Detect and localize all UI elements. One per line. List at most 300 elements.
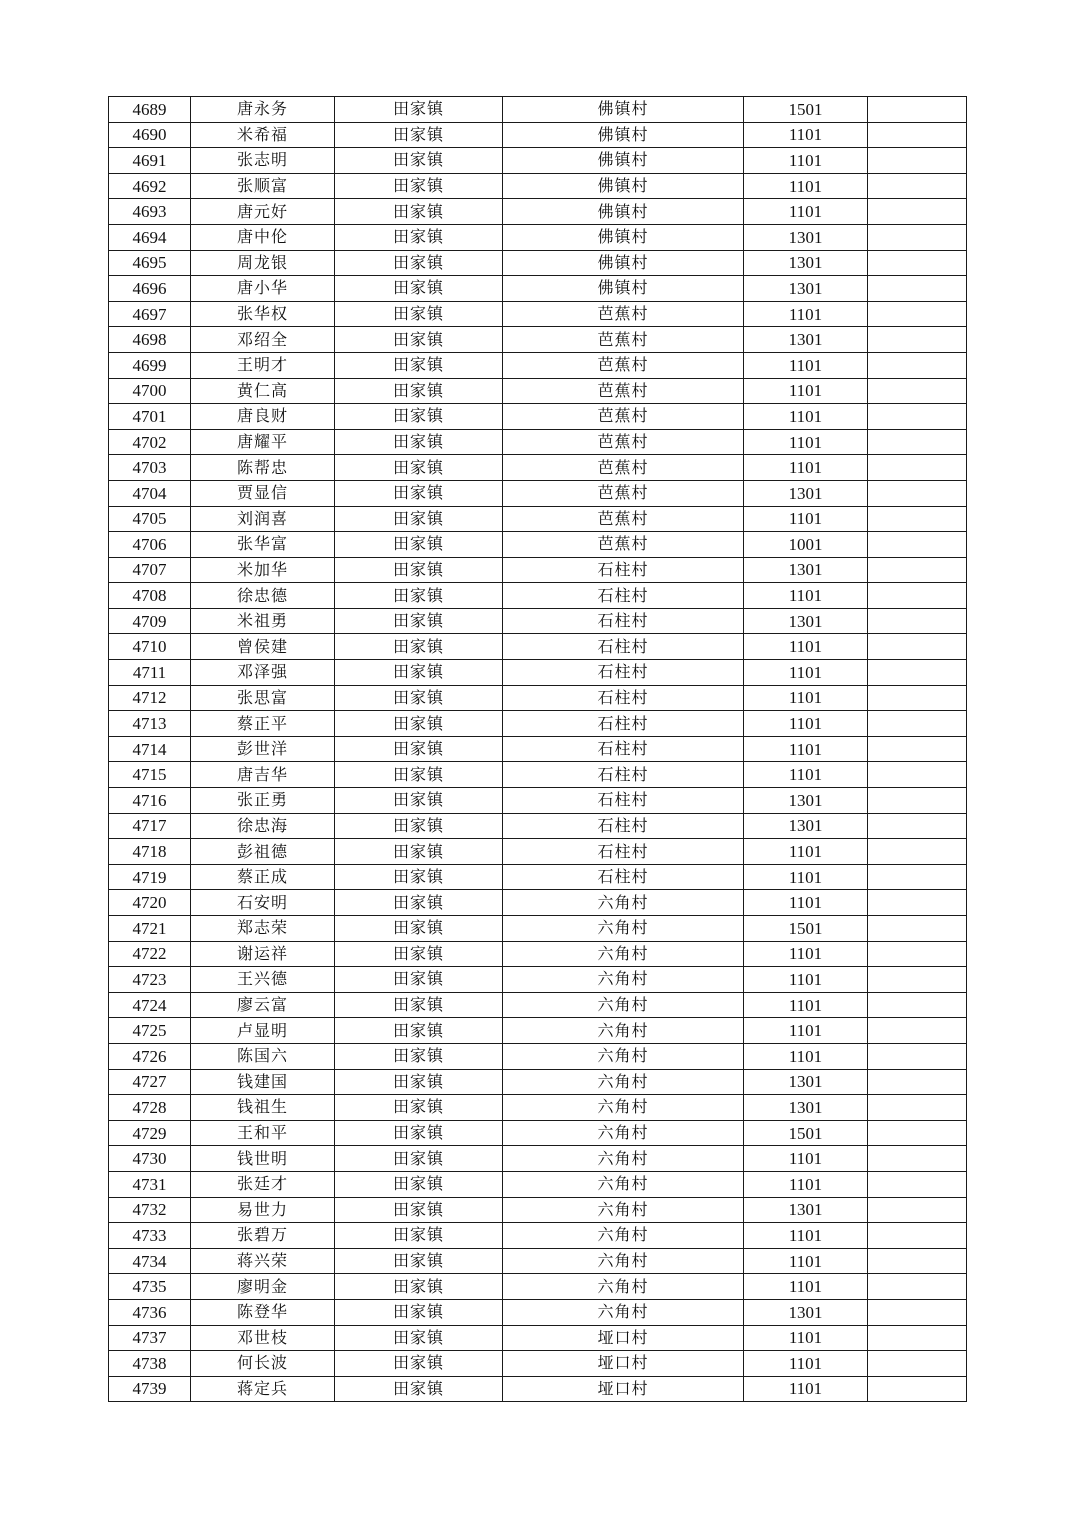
code-cell: 1101 (744, 1146, 868, 1172)
note-cell (868, 276, 967, 302)
note-cell (868, 301, 967, 327)
person-name-cell: 张正勇 (191, 788, 335, 814)
code-cell: 1101 (744, 1376, 868, 1402)
person-name-cell: 廖明金 (191, 1274, 335, 1300)
table-row (109, 992, 967, 1018)
town-cell: 田家镇 (335, 1274, 503, 1300)
table-row (109, 455, 967, 481)
note-cell (868, 1095, 967, 1121)
table-row (109, 378, 967, 404)
town-cell: 田家镇 (335, 506, 503, 532)
note-cell (868, 736, 967, 762)
village-cell: 佛镇村 (503, 250, 744, 276)
note-cell (868, 992, 967, 1018)
code-cell: 1301 (744, 1069, 868, 1095)
code-cell: 1101 (744, 148, 868, 174)
code-cell: 1101 (744, 173, 868, 199)
person-name-cell: 石安明 (191, 890, 335, 916)
row-number-cell: 4712 (109, 685, 191, 711)
town-cell: 田家镇 (335, 557, 503, 583)
row-number-cell: 4720 (109, 890, 191, 916)
person-name-cell: 蒋定兵 (191, 1376, 335, 1402)
town-cell: 田家镇 (335, 864, 503, 890)
row-number-cell: 4704 (109, 480, 191, 506)
town-cell: 田家镇 (335, 916, 503, 942)
table-row (109, 890, 967, 916)
roster-table (108, 96, 967, 1402)
table-row (109, 148, 967, 174)
town-cell: 田家镇 (335, 967, 503, 993)
town-cell: 田家镇 (335, 941, 503, 967)
village-cell: 石柱村 (503, 762, 744, 788)
table-row (109, 1325, 967, 1351)
table-row (109, 1299, 967, 1325)
table-row (109, 864, 967, 890)
table-row (109, 97, 967, 123)
code-cell: 1101 (744, 685, 868, 711)
table-row (109, 1043, 967, 1069)
code-cell: 1301 (744, 788, 868, 814)
row-number-cell: 4725 (109, 1018, 191, 1044)
code-cell: 1101 (744, 762, 868, 788)
code-cell: 1101 (744, 1018, 868, 1044)
person-name-cell: 何长波 (191, 1351, 335, 1377)
note-cell (868, 455, 967, 481)
person-name-cell: 钱祖生 (191, 1095, 335, 1121)
row-number-cell: 4717 (109, 813, 191, 839)
town-cell: 田家镇 (335, 122, 503, 148)
roster-table-body (109, 97, 967, 1402)
row-number-cell: 4702 (109, 429, 191, 455)
village-cell: 六角村 (503, 967, 744, 993)
village-cell: 芭蕉村 (503, 532, 744, 558)
table-row (109, 1351, 967, 1377)
table-row (109, 1120, 967, 1146)
code-cell: 1101 (744, 199, 868, 225)
town-cell: 田家镇 (335, 1223, 503, 1249)
table-row (109, 839, 967, 865)
table-row (109, 301, 967, 327)
town-cell: 田家镇 (335, 1351, 503, 1377)
person-name-cell: 蔡正成 (191, 864, 335, 890)
row-number-cell: 4728 (109, 1095, 191, 1121)
note-cell (868, 404, 967, 430)
person-name-cell: 谢运祥 (191, 941, 335, 967)
table-row (109, 967, 967, 993)
table-row (109, 173, 967, 199)
code-cell: 1101 (744, 378, 868, 404)
village-cell: 六角村 (503, 941, 744, 967)
row-number-cell: 4735 (109, 1274, 191, 1300)
note-cell (868, 557, 967, 583)
code-cell: 1301 (744, 250, 868, 276)
table-row (109, 634, 967, 660)
row-number-cell: 4714 (109, 736, 191, 762)
town-cell: 田家镇 (335, 1376, 503, 1402)
code-cell: 1101 (744, 1171, 868, 1197)
town-cell: 田家镇 (335, 404, 503, 430)
person-name-cell: 易世力 (191, 1197, 335, 1223)
code-cell: 1101 (744, 455, 868, 481)
person-name-cell: 蔡正平 (191, 711, 335, 737)
town-cell: 田家镇 (335, 173, 503, 199)
note-cell (868, 583, 967, 609)
note-cell (868, 1274, 967, 1300)
person-name-cell: 张华权 (191, 301, 335, 327)
table-row (109, 532, 967, 558)
town-cell: 田家镇 (335, 276, 503, 302)
note-cell (868, 532, 967, 558)
code-cell: 1301 (744, 608, 868, 634)
town-cell: 田家镇 (335, 1325, 503, 1351)
row-number-cell: 4711 (109, 660, 191, 686)
town-cell: 田家镇 (335, 327, 503, 353)
row-number-cell: 4719 (109, 864, 191, 890)
person-name-cell: 郑志荣 (191, 916, 335, 942)
table-row (109, 404, 967, 430)
note-cell (868, 199, 967, 225)
row-number-cell: 4705 (109, 506, 191, 532)
town-cell: 田家镇 (335, 1018, 503, 1044)
code-cell: 1101 (744, 429, 868, 455)
row-number-cell: 4706 (109, 532, 191, 558)
person-name-cell: 彭祖德 (191, 839, 335, 865)
row-number-cell: 4689 (109, 97, 191, 123)
note-cell (868, 967, 967, 993)
village-cell: 六角村 (503, 1095, 744, 1121)
table-row (109, 1146, 967, 1172)
code-cell: 1301 (744, 224, 868, 250)
row-number-cell: 4710 (109, 634, 191, 660)
note-cell (868, 1299, 967, 1325)
village-cell: 石柱村 (503, 685, 744, 711)
person-name-cell: 贾显信 (191, 480, 335, 506)
table-row (109, 1069, 967, 1095)
note-cell (868, 224, 967, 250)
person-name-cell: 张志明 (191, 148, 335, 174)
code-cell: 1301 (744, 327, 868, 353)
row-number-cell: 4713 (109, 711, 191, 737)
table-row (109, 941, 967, 967)
table-row (109, 557, 967, 583)
table-row (109, 788, 967, 814)
table-row (109, 122, 967, 148)
village-cell: 石柱村 (503, 736, 744, 762)
code-cell: 1301 (744, 1197, 868, 1223)
code-cell: 1001 (744, 532, 868, 558)
row-number-cell: 4724 (109, 992, 191, 1018)
town-cell: 田家镇 (335, 148, 503, 174)
person-name-cell: 唐小华 (191, 276, 335, 302)
person-name-cell: 王和平 (191, 1120, 335, 1146)
person-name-cell: 张思富 (191, 685, 335, 711)
row-number-cell: 4738 (109, 1351, 191, 1377)
person-name-cell: 张华富 (191, 532, 335, 558)
village-cell: 芭蕉村 (503, 327, 744, 353)
town-cell: 田家镇 (335, 788, 503, 814)
town-cell: 田家镇 (335, 1248, 503, 1274)
village-cell: 石柱村 (503, 864, 744, 890)
village-cell: 佛镇村 (503, 148, 744, 174)
person-name-cell: 邓泽强 (191, 660, 335, 686)
town-cell: 田家镇 (335, 429, 503, 455)
note-cell (868, 711, 967, 737)
person-name-cell: 周龙银 (191, 250, 335, 276)
code-cell: 1501 (744, 1120, 868, 1146)
code-cell: 1101 (744, 660, 868, 686)
village-cell: 佛镇村 (503, 122, 744, 148)
code-cell: 1101 (744, 1248, 868, 1274)
table-row (109, 685, 967, 711)
person-name-cell: 米祖勇 (191, 608, 335, 634)
table-row (109, 429, 967, 455)
village-cell: 佛镇村 (503, 173, 744, 199)
town-cell: 田家镇 (335, 352, 503, 378)
person-name-cell: 陈登华 (191, 1299, 335, 1325)
village-cell: 石柱村 (503, 711, 744, 737)
note-cell (868, 839, 967, 865)
code-cell: 1301 (744, 1095, 868, 1121)
note-cell (868, 352, 967, 378)
code-cell: 1101 (744, 864, 868, 890)
person-name-cell: 唐中伦 (191, 224, 335, 250)
village-cell: 六角村 (503, 1197, 744, 1223)
village-cell: 六角村 (503, 1069, 744, 1095)
row-number-cell: 4697 (109, 301, 191, 327)
town-cell: 田家镇 (335, 480, 503, 506)
note-cell (868, 1223, 967, 1249)
person-name-cell: 徐忠海 (191, 813, 335, 839)
row-number-cell: 4732 (109, 1197, 191, 1223)
table-row (109, 1018, 967, 1044)
table-row (109, 1274, 967, 1300)
note-cell (868, 608, 967, 634)
person-name-cell: 邓世枝 (191, 1325, 335, 1351)
village-cell: 石柱村 (503, 557, 744, 583)
note-cell (868, 327, 967, 353)
table-row (109, 1376, 967, 1402)
person-name-cell: 陈帮忠 (191, 455, 335, 481)
village-cell: 石柱村 (503, 788, 744, 814)
note-cell (868, 1351, 967, 1377)
person-name-cell: 王兴德 (191, 967, 335, 993)
village-cell: 佛镇村 (503, 97, 744, 123)
note-cell (868, 1069, 967, 1095)
table-row (109, 506, 967, 532)
person-name-cell: 米加华 (191, 557, 335, 583)
note-cell (868, 173, 967, 199)
row-number-cell: 4693 (109, 199, 191, 225)
town-cell: 田家镇 (335, 97, 503, 123)
table-row (109, 813, 967, 839)
note-cell (868, 685, 967, 711)
village-cell: 石柱村 (503, 839, 744, 865)
row-number-cell: 4723 (109, 967, 191, 993)
town-cell: 田家镇 (335, 1197, 503, 1223)
row-number-cell: 4699 (109, 352, 191, 378)
town-cell: 田家镇 (335, 224, 503, 250)
person-name-cell: 卢显明 (191, 1018, 335, 1044)
table-row (109, 1197, 967, 1223)
table-row (109, 276, 967, 302)
town-cell: 田家镇 (335, 1043, 503, 1069)
town-cell: 田家镇 (335, 532, 503, 558)
village-cell: 芭蕉村 (503, 455, 744, 481)
row-number-cell: 4694 (109, 224, 191, 250)
village-cell: 垭口村 (503, 1376, 744, 1402)
table-row (109, 711, 967, 737)
note-cell (868, 813, 967, 839)
village-cell: 石柱村 (503, 813, 744, 839)
row-number-cell: 4722 (109, 941, 191, 967)
note-cell (868, 634, 967, 660)
code-cell: 1101 (744, 1274, 868, 1300)
village-cell: 石柱村 (503, 660, 744, 686)
table-row (109, 1095, 967, 1121)
village-cell: 石柱村 (503, 583, 744, 609)
village-cell: 芭蕉村 (503, 480, 744, 506)
village-cell: 垭口村 (503, 1325, 744, 1351)
town-cell: 田家镇 (335, 199, 503, 225)
row-number-cell: 4734 (109, 1248, 191, 1274)
note-cell (868, 148, 967, 174)
note-cell (868, 506, 967, 532)
code-cell: 1101 (744, 1351, 868, 1377)
code-cell: 1101 (744, 992, 868, 1018)
town-cell: 田家镇 (335, 660, 503, 686)
table-row (109, 250, 967, 276)
person-name-cell: 张碧万 (191, 1223, 335, 1249)
town-cell: 田家镇 (335, 762, 503, 788)
code-cell: 1101 (744, 890, 868, 916)
note-cell (868, 1018, 967, 1044)
village-cell: 芭蕉村 (503, 506, 744, 532)
code-cell: 1501 (744, 97, 868, 123)
village-cell: 芭蕉村 (503, 429, 744, 455)
row-number-cell: 4730 (109, 1146, 191, 1172)
note-cell (868, 1043, 967, 1069)
person-name-cell: 刘润喜 (191, 506, 335, 532)
code-cell: 1101 (744, 941, 868, 967)
town-cell: 田家镇 (335, 890, 503, 916)
row-number-cell: 4696 (109, 276, 191, 302)
village-cell: 芭蕉村 (503, 301, 744, 327)
village-cell: 佛镇村 (503, 224, 744, 250)
town-cell: 田家镇 (335, 1146, 503, 1172)
person-name-cell: 廖云富 (191, 992, 335, 1018)
note-cell (868, 429, 967, 455)
row-number-cell: 4716 (109, 788, 191, 814)
note-cell (868, 122, 967, 148)
village-cell: 佛镇村 (503, 276, 744, 302)
town-cell: 田家镇 (335, 378, 503, 404)
village-cell: 六角村 (503, 1171, 744, 1197)
code-cell: 1101 (744, 583, 868, 609)
town-cell: 田家镇 (335, 1069, 503, 1095)
person-name-cell: 王明才 (191, 352, 335, 378)
town-cell: 田家镇 (335, 250, 503, 276)
table-row (109, 583, 967, 609)
village-cell: 六角村 (503, 1248, 744, 1274)
row-number-cell: 4698 (109, 327, 191, 353)
note-cell (868, 864, 967, 890)
note-cell (868, 1146, 967, 1172)
person-name-cell: 钱世明 (191, 1146, 335, 1172)
table-row (109, 199, 967, 225)
note-cell (868, 480, 967, 506)
code-cell: 1101 (744, 404, 868, 430)
row-number-cell: 4736 (109, 1299, 191, 1325)
code-cell: 1101 (744, 1223, 868, 1249)
person-name-cell: 张廷才 (191, 1171, 335, 1197)
note-cell (868, 788, 967, 814)
row-number-cell: 4701 (109, 404, 191, 430)
village-cell: 芭蕉村 (503, 352, 744, 378)
code-cell: 1101 (744, 1325, 868, 1351)
town-cell: 田家镇 (335, 608, 503, 634)
village-cell: 六角村 (503, 890, 744, 916)
town-cell: 田家镇 (335, 685, 503, 711)
town-cell: 田家镇 (335, 455, 503, 481)
town-cell: 田家镇 (335, 1299, 503, 1325)
row-number-cell: 4721 (109, 916, 191, 942)
person-name-cell: 钱建国 (191, 1069, 335, 1095)
row-number-cell: 4690 (109, 122, 191, 148)
code-cell: 1101 (744, 352, 868, 378)
village-cell: 六角村 (503, 1146, 744, 1172)
table-row (109, 327, 967, 353)
table-row (109, 1223, 967, 1249)
table-row (109, 736, 967, 762)
village-cell: 六角村 (503, 1120, 744, 1146)
note-cell (868, 941, 967, 967)
row-number-cell: 4703 (109, 455, 191, 481)
town-cell: 田家镇 (335, 839, 503, 865)
town-cell: 田家镇 (335, 1171, 503, 1197)
person-name-cell: 唐良财 (191, 404, 335, 430)
table-row (109, 916, 967, 942)
row-number-cell: 4726 (109, 1043, 191, 1069)
row-number-cell: 4737 (109, 1325, 191, 1351)
note-cell (868, 1120, 967, 1146)
note-cell (868, 660, 967, 686)
code-cell: 1101 (744, 736, 868, 762)
note-cell (868, 762, 967, 788)
note-cell (868, 916, 967, 942)
row-number-cell: 4707 (109, 557, 191, 583)
town-cell: 田家镇 (335, 301, 503, 327)
person-name-cell: 唐吉华 (191, 762, 335, 788)
town-cell: 田家镇 (335, 634, 503, 660)
person-name-cell: 陈国六 (191, 1043, 335, 1069)
code-cell: 1501 (744, 916, 868, 942)
person-name-cell: 张顺富 (191, 173, 335, 199)
code-cell: 1301 (744, 557, 868, 583)
note-cell (868, 97, 967, 123)
village-cell: 六角村 (503, 1043, 744, 1069)
person-name-cell: 唐元好 (191, 199, 335, 225)
table-row (109, 1248, 967, 1274)
village-cell: 六角村 (503, 916, 744, 942)
village-cell: 六角村 (503, 1018, 744, 1044)
person-name-cell: 黄仁高 (191, 378, 335, 404)
village-cell: 垭口村 (503, 1351, 744, 1377)
table-row (109, 762, 967, 788)
person-name-cell: 徐忠德 (191, 583, 335, 609)
code-cell: 1101 (744, 839, 868, 865)
code-cell: 1301 (744, 1299, 868, 1325)
row-number-cell: 4691 (109, 148, 191, 174)
